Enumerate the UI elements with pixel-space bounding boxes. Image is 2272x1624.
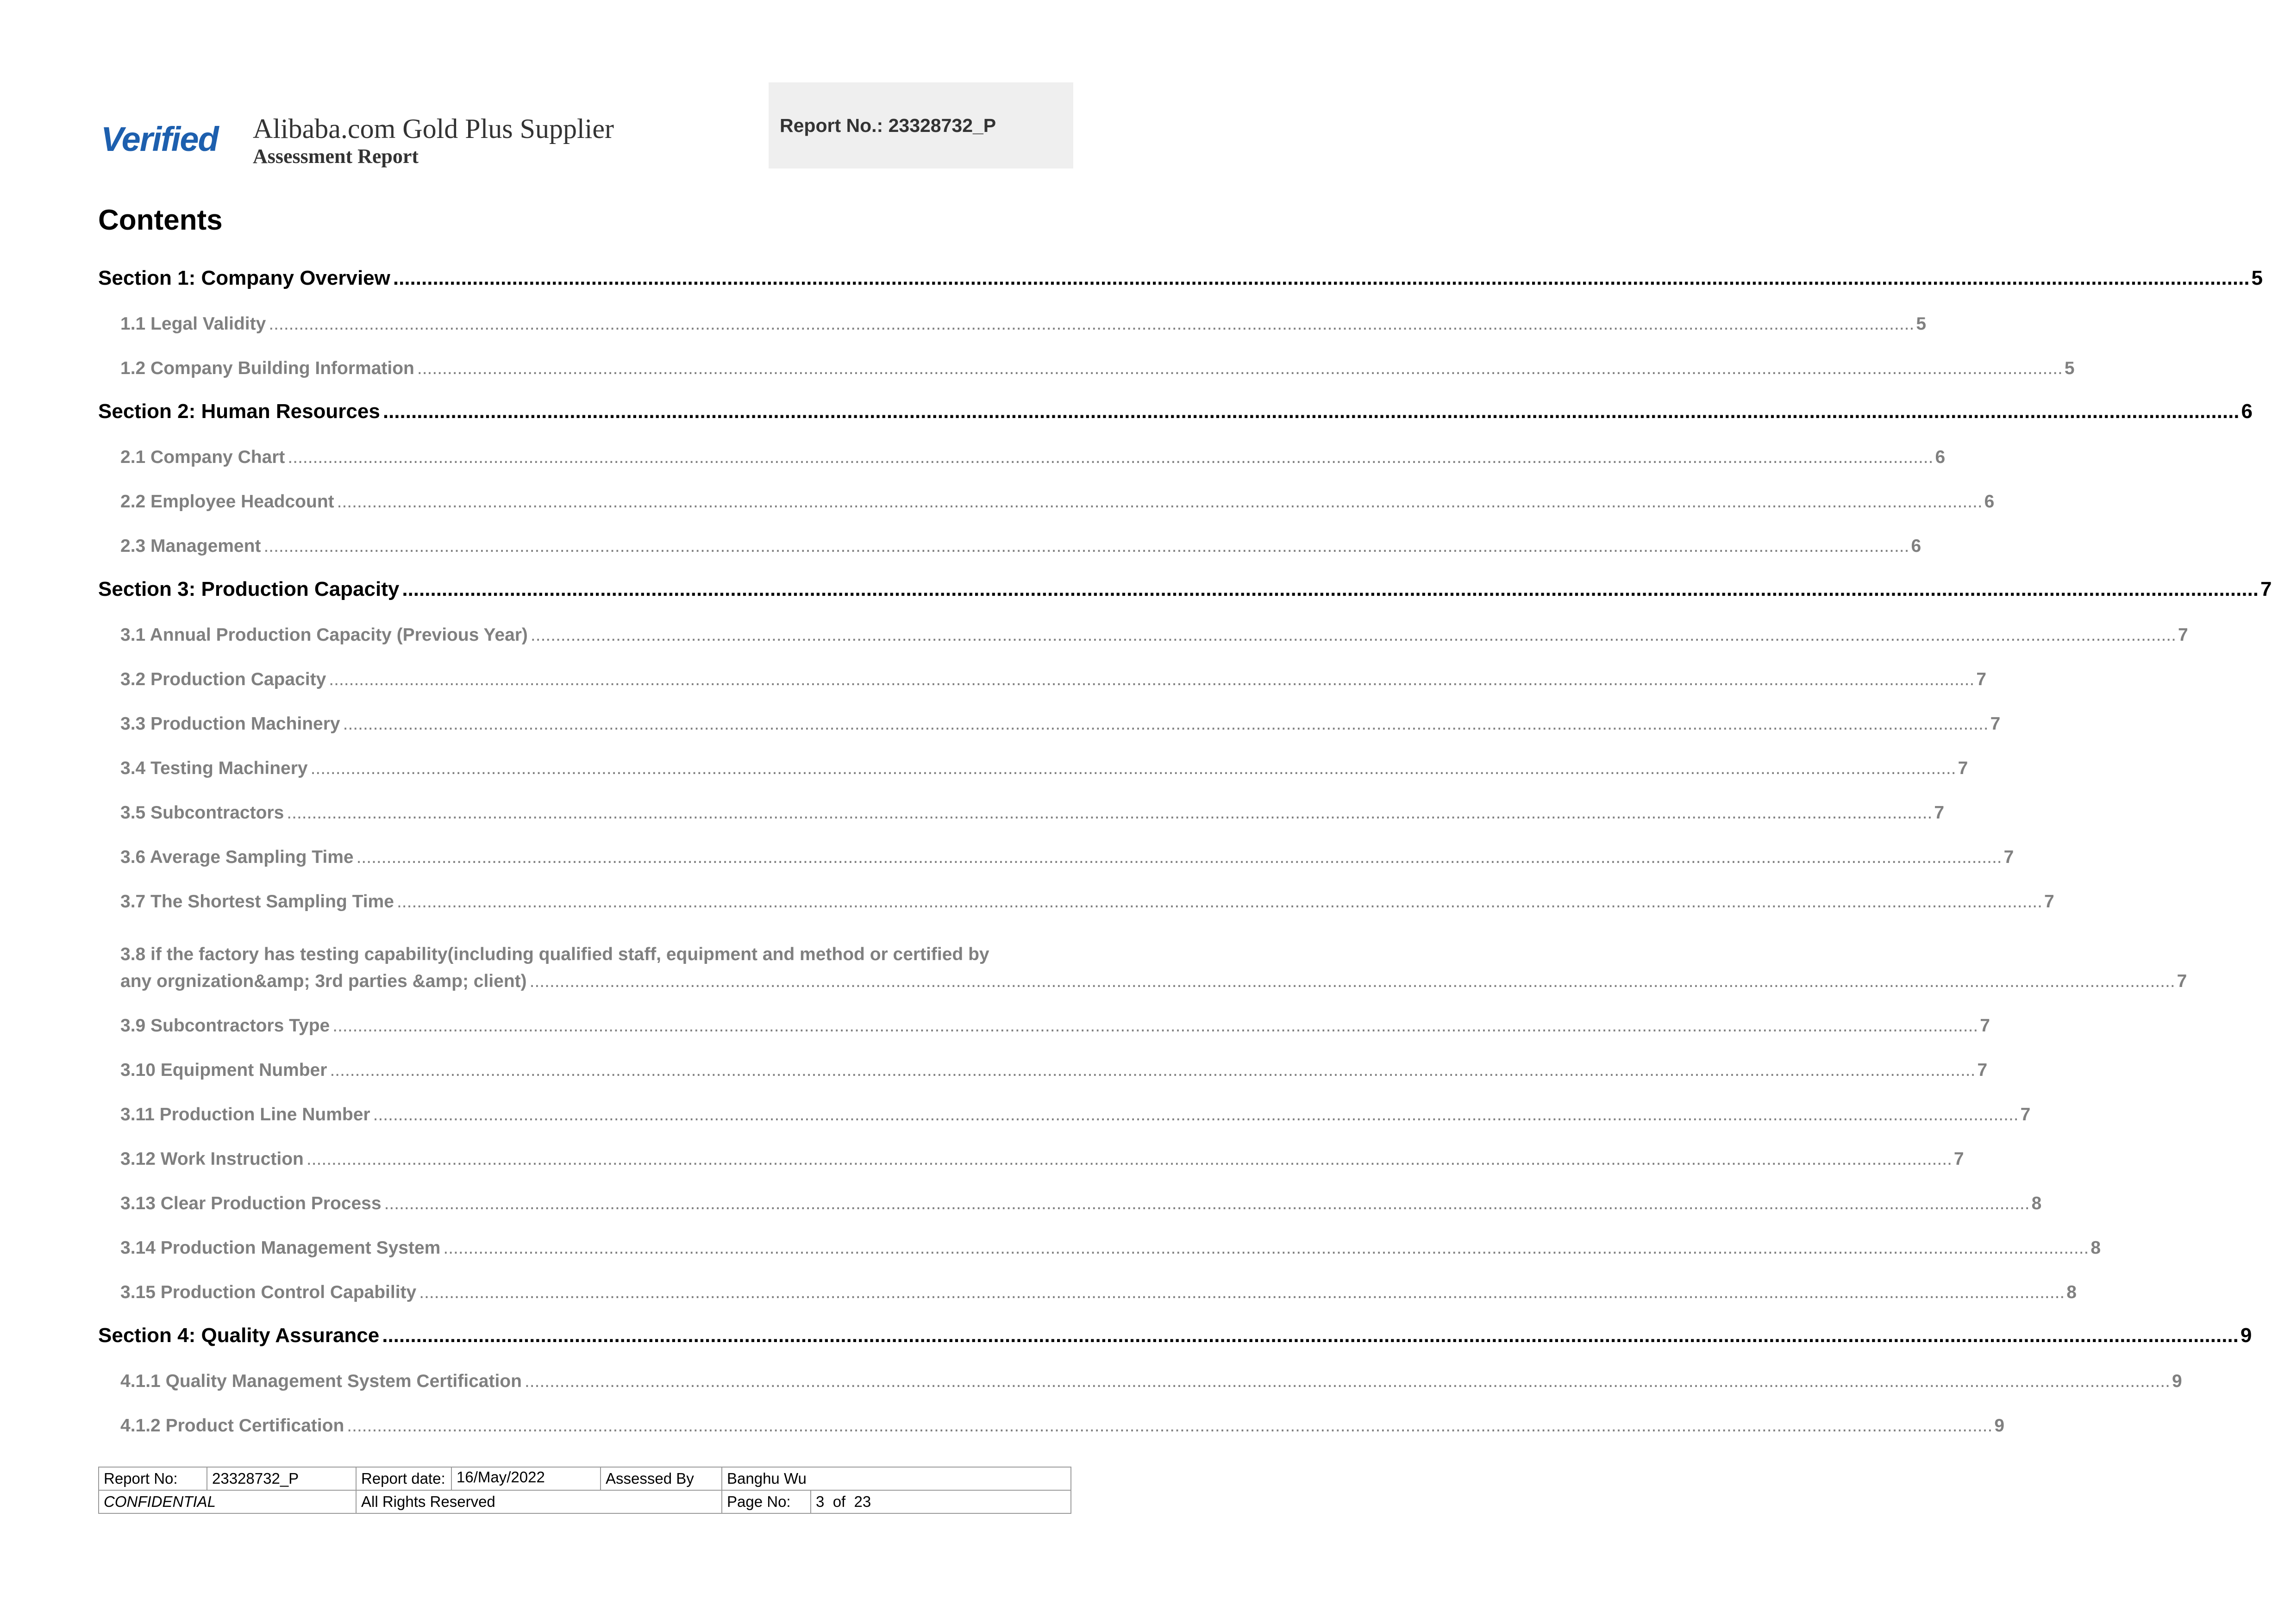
verified-logo: Verified [101, 120, 218, 158]
toc-entry-3-11[interactable]: 3.11 Production Line Number ..... 7 [98, 1089, 1015, 1133]
footer-report-date-label: Report date: [356, 1467, 451, 1490]
contents-title: Contents [98, 204, 223, 236]
toc-entry-2-1[interactable]: 2.1 Company Chart ..... 6 [98, 431, 1015, 476]
toc-entry-3-14[interactable]: 3.14 Production Management System ..... 8 [98, 1222, 1015, 1267]
footer-report-date-value: 16/May/2022 [451, 1467, 601, 1490]
footer-report-no-value: 23328732_P [207, 1467, 356, 1490]
toc-entry-3-5[interactable]: 3.5 Subcontractors ..... 7 [98, 787, 1015, 831]
toc-entry-3-13[interactable]: 3.13 Clear Production Process ..... 8 [98, 1178, 1015, 1222]
footer-report-no-label: Report No: [99, 1467, 207, 1490]
toc-entry-3-15[interactable]: 3.15 Production Control Capability ..... 8 [98, 1267, 1015, 1311]
toc-entry-2-3[interactable]: 2.3 Management ..... 6 [98, 520, 1015, 565]
toc-entry-section-4[interactable]: Section 4: Quality Assurance ..... 9 [98, 1311, 1015, 1355]
toc-entry-3-8[interactable]: 3.8 if the factory has testing capability(including qualified staff, equipment and method or certified by any orgnization&amp; 3rd parties &amp; client) ..... 7 [98, 920, 1015, 1000]
footer-assessed-by-label: Assessed By [601, 1467, 722, 1490]
toc-entry-section-3[interactable]: Section 3: Production Capacity ..... 7 [98, 565, 1015, 609]
toc-entry-3-6[interactable]: 3.6 Average Sampling Time ..... 7 [98, 831, 1015, 876]
footer-table [98, 1467, 1071, 1514]
toc-entry-section-2[interactable]: Section 2: Human Resources ..... 6 [98, 387, 1015, 431]
toc-entry-1-2[interactable]: 1.2 Company Building Information ..... 5 [98, 343, 1015, 387]
toc-entry-3-4[interactable]: 3.4 Testing Machinery ..... 7 [98, 743, 1015, 787]
table-of-contents [98, 254, 2272, 1444]
header-subtitle: Assessment Report [253, 145, 419, 168]
toc-entry-3-8-line2: any orgnization&amp; 3rd parties &amp; client) [120, 971, 527, 991]
toc-entry-4-1-1[interactable]: 4.1.1 Quality Management System Certification ..... 9 [98, 1355, 1015, 1400]
toc-entry-3-3[interactable]: 3.3 Production Machinery ..... 7 [98, 698, 1015, 743]
toc-entry-2-2[interactable]: 2.2 Employee Headcount ..... 6 [98, 476, 1015, 520]
toc-entry-3-9[interactable]: 3.9 Subcontractors Type ..... 7 [98, 1000, 1015, 1044]
footer-page-no-value: 3 of 23 [811, 1490, 1071, 1513]
toc-entry-4-1-2[interactable]: 4.1.2 Product Certification ..... 9 [98, 1400, 1015, 1444]
toc-entry-3-7[interactable]: 3.7 The Shortest Sampling Time ..... 7 [98, 876, 1015, 920]
toc-entry-3-10[interactable]: 3.10 Equipment Number ..... 7 [98, 1044, 1015, 1089]
toc-entry-1-1[interactable]: 1.1 Legal Validity ..... 5 [98, 298, 1015, 343]
toc-entry-3-2[interactable]: 3.2 Production Capacity ..... 7 [98, 654, 1015, 698]
footer-page-no-label: Page No: [722, 1490, 811, 1513]
toc-entry-3-1[interactable]: 3.1 Annual Production Capacity (Previous Year) ..... 7 [98, 609, 1015, 654]
header-title: Alibaba.com Gold Plus Supplier [253, 113, 614, 144]
footer-rights: All Rights Reserved [356, 1490, 722, 1513]
footer-assessed-by-value: Banghu Wu [722, 1467, 1071, 1490]
footer-confidential: CONFIDENTIAL [99, 1490, 356, 1513]
report-number: Report No.: 23328732_P [780, 115, 996, 136]
toc-entry-section-1[interactable]: Section 1: Company Overview ..... 5 [98, 254, 1015, 298]
toc-entry-3-12[interactable]: 3.12 Work Instruction ..... 7 [98, 1133, 1015, 1178]
toc-entry-3-8-line1: 3.8 if the factory has testing capability(including qualified staff, equipment and method or certified by [120, 944, 989, 964]
report-number-box [769, 82, 1073, 169]
